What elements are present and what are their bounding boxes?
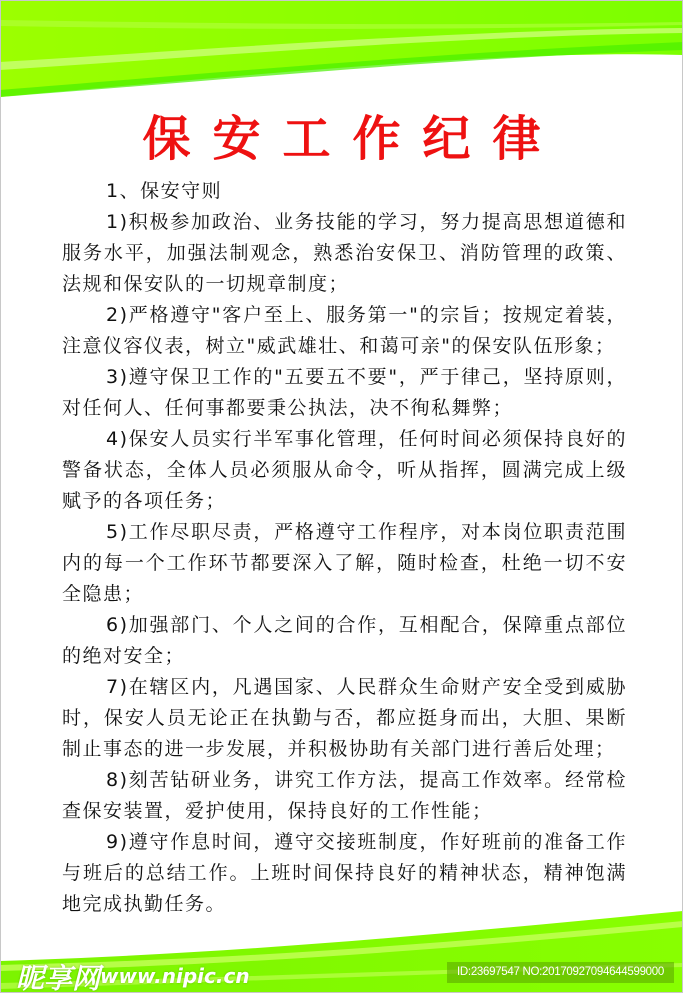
rule-item: 3)遵守保卫工作的"五要五不要"，严于律己，坚持原则，对任何人、任何事都要秉公执法，决不徇私舞弊；	[62, 366, 627, 419]
rule-item: 2)严格遵守"客户至上、服务第一"的宗旨；按规定着装，注意仪容仪表，树立"威武雄壮、和蔼可亲"的保安队伍形象；	[62, 304, 627, 357]
rule-item: 6)加强部门、个人之间的合作，互相配合，保障重点部位的绝对安全；	[62, 614, 627, 667]
rule-item: 8)刻苦钻研业务，讲究工作方法，提高工作效率。经常检查保安装置，爱护使用，保持良好的工作性能；	[62, 769, 627, 822]
rules-content	[62, 176, 627, 920]
watermark-logo: 昵享网	[16, 962, 101, 995]
section-heading: 1、保安守则	[106, 180, 223, 202]
rule-item: 9)遵守作息时间，遵守交接班制度，作好班前的准备工作与班后的总结工作。上班时间保持良好的精神状态，精神饱满地完成执勤任务。	[62, 831, 627, 915]
top-green-wave-decoration	[0, 0, 683, 110]
rule-item: 1)积极参加政治、业务技能的学习，努力提高思想道德和服务水平，加强法制观念，熟悉治安保卫、消防管理的政策、法规和保安队的一切规章制度；	[62, 211, 627, 295]
rule-item: 4)保安人员实行半军事化管理，任何时间必须保持良好的警备状态，全体人员必须服从命令，听从指挥，圆满完成上级赋予的各项任务；	[62, 428, 627, 512]
rule-item: 7)在辖区内，凡遇国家、人民群众生命财产安全受到威胁时，保安人员无论正在执勤与否，都应挺身而出，大胆、果断制止事态的进一步发展，并积极协助有关部门进行善后处理；	[62, 676, 627, 760]
watermark-url: www.nipic.cn	[100, 964, 250, 988]
image-id-label: ID:23697547 NO:20170927094644599000	[447, 962, 674, 983]
page-title: 保安工作纪律	[142, 111, 563, 167]
rule-item: 5)工作尽职尽责，严格遵守工作程序，对本岗位职责范围内的每一个工作环节都要深入了解，随时检查，杜绝一切不安全隐患；	[62, 521, 627, 605]
